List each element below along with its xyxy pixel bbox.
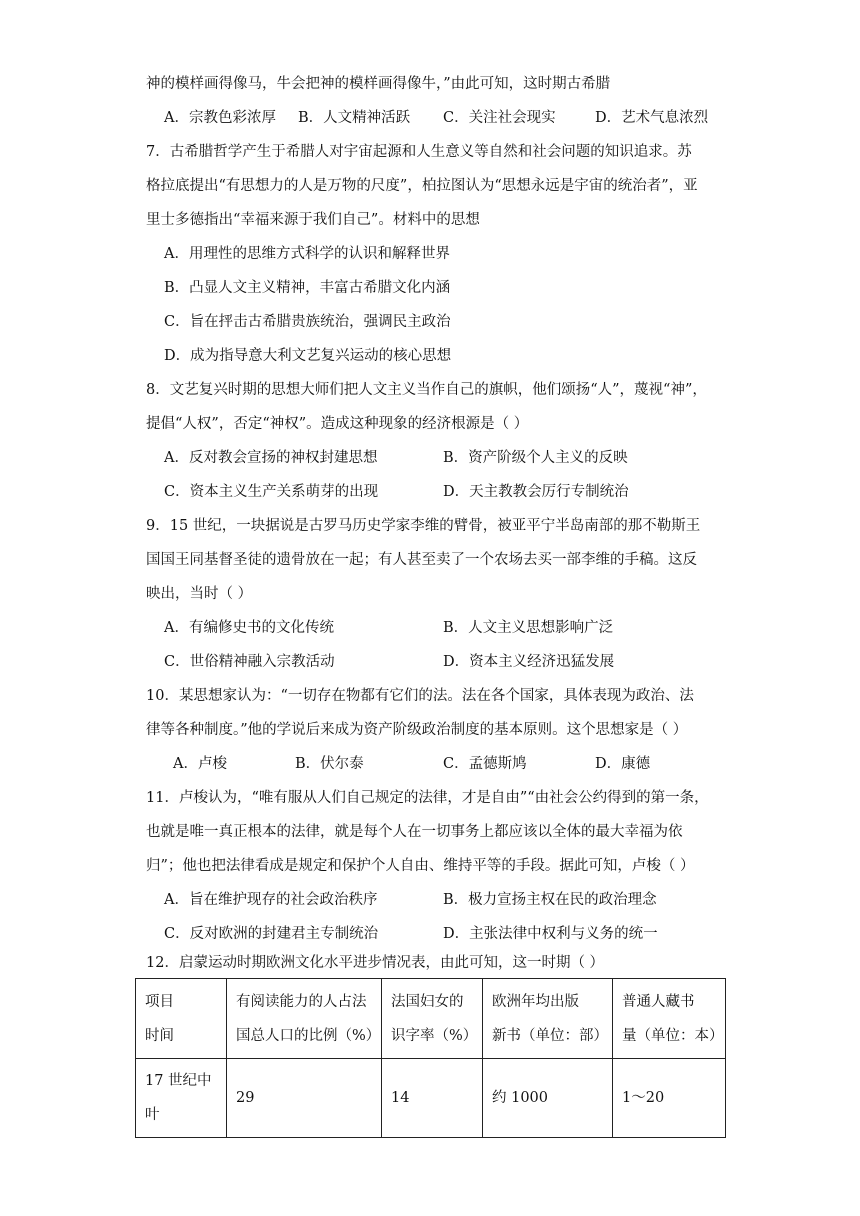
header-cell-reading-ratio: 有阅读能力的人占法 国总人口的比例（%） <box>227 979 382 1059</box>
q10-option-c: C．孟德斯鸠 <box>443 756 527 772</box>
table-row <box>136 1059 726 1138</box>
header-cell-women-literacy: 法国妇女的 识字率（%） <box>382 979 483 1059</box>
q7-option-d: D．成为指导意大利文艺复兴运动的核心思想 <box>164 348 452 364</box>
q9-option-c: C．世俗精神融入宗教活动 <box>164 654 335 670</box>
cell-women-literacy: 14 <box>382 1059 483 1138</box>
q8-option-d: D．天主教教会厉行专制统治 <box>443 484 629 500</box>
q10-option-a: A．卢梭 <box>173 756 227 772</box>
culture-progress-table <box>135 978 726 1138</box>
q10-stem-line-2: 律等各种制度。”他的学说后来成为资产阶级政治制度的基本原则。这个思想家是（ ） <box>146 722 688 738</box>
q9-stem-line-1: 9．15 世纪，一块据说是古罗马历史学家李维的臂骨，被亚平宁半岛南部的那不勒斯王 <box>146 518 701 534</box>
q12-stem: 12．启蒙运动时期欧洲文化水平进步情况表，由此可知，这一时期（ ） <box>146 955 605 971</box>
q9-option-a: A．有编修史书的文化传统 <box>164 620 334 636</box>
header-cell-new-books: 欧洲年均出版 新书（单位：部） <box>483 979 613 1059</box>
q8-option-a: A．反对教会宣扬的神权封建思想 <box>164 450 378 466</box>
q8-option-c: C．资本主义生产关系萌芽的出现 <box>164 484 379 500</box>
q7-option-b: B．凸显人文主义精神，丰富古希腊文化内涵 <box>164 280 451 296</box>
cell-time: 17 世纪中 叶 <box>136 1059 227 1138</box>
q9-stem-line-3: 映出，当时（ ） <box>146 586 253 602</box>
q9-stem-line-2: 国国王同基督圣徒的遗骨放在一起；有人甚至卖了一个农场去买一部李维的手稿。这反 <box>146 552 697 568</box>
cell-reading-ratio: 29 <box>227 1059 382 1138</box>
q11-option-a: A．旨在维护现存的社会政治秩序 <box>164 892 378 908</box>
header-cell-book-collection: 普通人藏书 量（单位：本） <box>613 979 726 1059</box>
q6-option-d: D．艺术气息浓烈 <box>595 110 709 126</box>
q7-stem-line-1: 7．古希腊哲学产生于希腊人对宇宙起源和人生意义等自然和社会问题的知识追求。苏 <box>146 144 692 160</box>
q7-option-c: C．旨在抨击古希腊贵族统治，强调民主政治 <box>164 314 451 330</box>
q10-option-b: B．伏尔泰 <box>295 756 364 772</box>
q6-option-c: C．关注社会现实 <box>443 110 556 126</box>
q9-option-d: D．资本主义经济迅猛发展 <box>443 654 615 670</box>
q11-stem-line-1: 11．卢梭认为，“唯有服从人们自己规定的法律，才是自由”“由社会公约得到的第一条， <box>146 790 709 806</box>
q11-stem-line-2: 也就是唯一真正根本的法律，就是每个人在一切事务上都应该以全体的最大幸福为依 <box>146 824 683 840</box>
q6-option-a: A．宗教色彩浓厚 <box>164 110 276 126</box>
q9-option-b: B．人文主义思想影响广泛 <box>443 620 614 636</box>
q11-stem-line-3: 归”；他也把法律看成是规定和保护个人自由、维持平等的手段。据此可知，卢梭（ ） <box>146 858 695 874</box>
q8-stem-line-1: 8．文艺复兴时期的思想大师们把人文主义当作自己的旗帜，他们颂扬“人”，蔑视“神”， <box>146 382 707 398</box>
q11-option-b: B．极力宣扬主权在民的政治理念 <box>443 892 657 908</box>
q11-option-d: D．主张法律中权利与义务的统一 <box>443 926 658 942</box>
q8-option-b: B．资产阶级个人主义的反映 <box>443 450 628 466</box>
q10-stem-line-1: 10．某思想家认为：“一切存在物都有它们的法。法在各个国家，具体表现为政治、法 <box>146 688 694 704</box>
q8-stem-line-2: 提倡“人权”，否定“神权”。造成这种现象的经济根源是（ ） <box>146 416 529 432</box>
cell-book-collection: 1～20 <box>613 1059 726 1138</box>
q6-option-b: B．人文精神活跃 <box>298 110 411 126</box>
table-header-row <box>136 979 726 1059</box>
q10-option-d: D．康德 <box>595 756 651 772</box>
header-cell-item-time: 项目 时间 <box>136 979 227 1059</box>
q7-stem-line-2: 格拉底提出“有思想力的人是万物的尺度”，柏拉图认为“思想永远是宇宙的统治者”，亚 <box>146 178 698 194</box>
q11-option-c: C．反对欧洲的封建君主专制统治 <box>164 926 379 942</box>
cell-new-books: 约 1000 <box>483 1059 613 1138</box>
q7-option-a: A．用理性的思维方式科学的认识和解释世界 <box>164 246 450 262</box>
q7-stem-line-3: 里士多德指出“幸福来源于我们自己”。材料中的思想 <box>146 212 480 228</box>
q6-stem-tail: 神的模样画得像马，牛会把神的模样画得像牛，”由此可知，这时期古希腊 <box>146 76 611 92</box>
